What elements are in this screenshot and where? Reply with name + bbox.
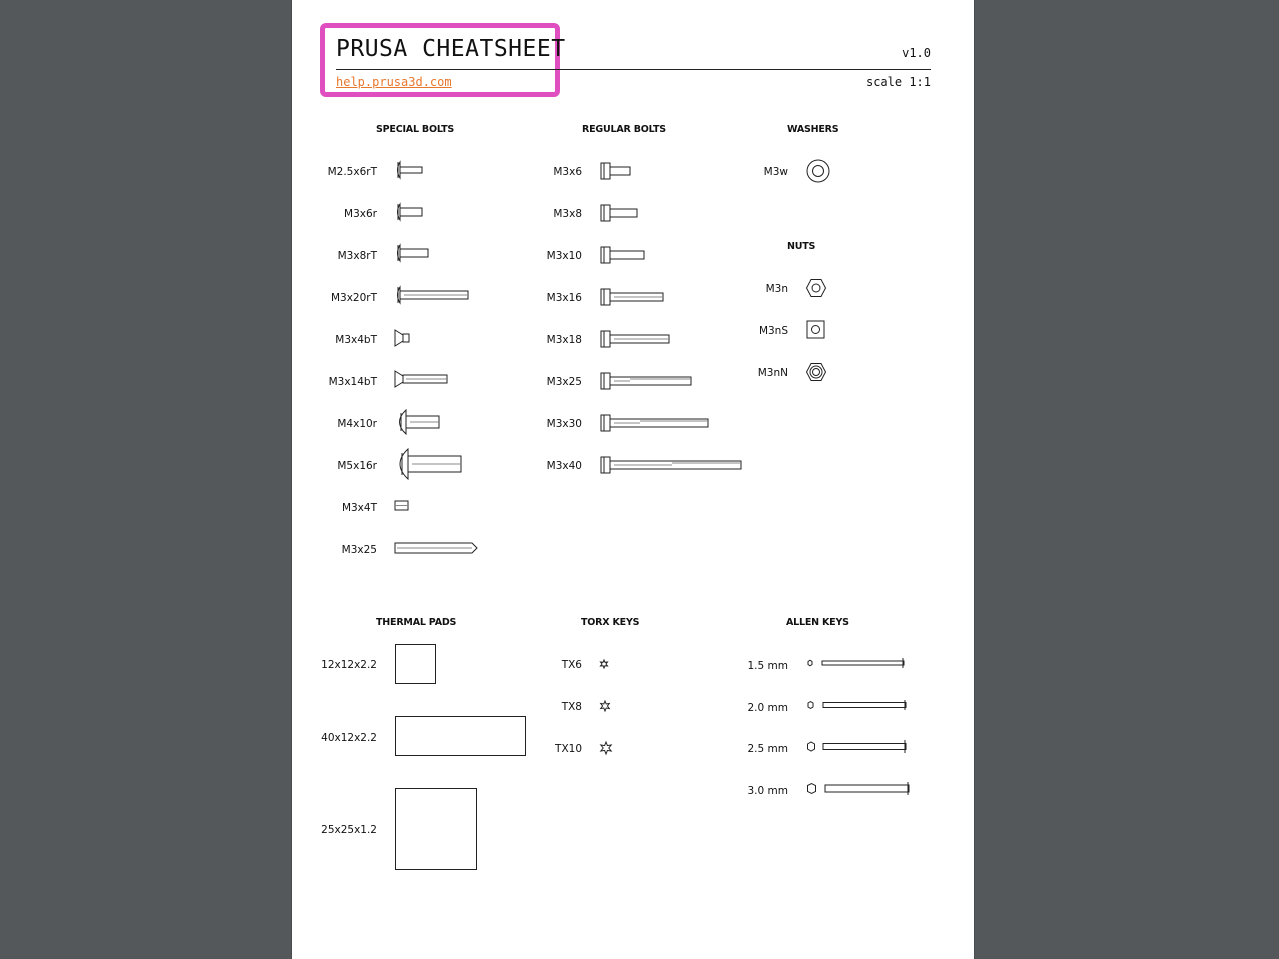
thermal-pad-icon <box>395 788 479 872</box>
socket-head-bolt-icon <box>600 204 640 222</box>
nut-label: M3nS <box>758 325 788 337</box>
socket-head-bolt-icon <box>600 288 666 306</box>
thermal-pad-icon <box>395 716 527 758</box>
button-head-bolt-icon <box>394 244 430 262</box>
button-head-bolt-icon <box>394 203 424 221</box>
thermal-pad-icon <box>395 644 437 686</box>
torx-icon <box>599 741 613 755</box>
countersunk-bolt-icon <box>394 370 450 388</box>
special-bolt-label: M4x10r <box>337 418 377 430</box>
thermal-pad-label: 25x25x1.2 <box>321 824 377 836</box>
special-bolt-label: M3x25 <box>341 544 377 556</box>
nuts-title: NUTS <box>787 241 816 252</box>
washer-icon <box>806 159 830 183</box>
socket-head-bolt-icon <box>600 372 694 390</box>
special-bolt-label: M5x16r <box>337 460 377 472</box>
torx-key-label: TX10 <box>555 743 582 755</box>
torx-key-label: TX8 <box>561 701 582 713</box>
special-bolts-title: SPECIAL BOLTS <box>376 124 455 135</box>
regular-bolt-label: M3x18 <box>546 334 582 346</box>
special-bolt-label: M3x8rT <box>337 250 377 262</box>
washer-label: M3w <box>763 166 788 178</box>
scale-label: scale 1:1 <box>865 75 931 89</box>
button-head-bolt-icon <box>394 286 470 304</box>
regular-bolt-label: M3x8 <box>553 208 582 220</box>
allen-key-label: 1.5 mm <box>747 660 788 672</box>
torx-icon <box>599 659 609 669</box>
regular-bolt-label: M3x6 <box>553 166 582 178</box>
special-bolt-label: M3x4T <box>341 502 377 514</box>
nut-label: M3n <box>765 283 788 295</box>
special-bolt-label: M3x6r <box>344 208 377 220</box>
document-title: PRUSA CHEATSHEET <box>336 36 566 62</box>
socket-head-bolt-icon <box>600 330 672 348</box>
regular-bolt-label: M3x25 <box>546 376 582 388</box>
allen-key-icon <box>806 698 908 714</box>
allen-key-label: 2.0 mm <box>747 702 788 714</box>
special-bolt-label: M2.5x6rT <box>327 166 377 178</box>
socket-head-bolt-icon <box>600 456 744 474</box>
countersunk-bolt-icon <box>394 329 412 347</box>
round-head-bolt-icon <box>394 448 464 480</box>
regular-bolts-title: REGULAR BOLTS <box>582 124 666 135</box>
threaded-rod-icon <box>394 542 480 554</box>
special-bolt-label: M3x14bT <box>328 376 377 388</box>
allen-key-icon <box>806 656 906 672</box>
washers-title: WASHERS <box>787 124 839 135</box>
regular-bolt-label: M3x16 <box>546 292 582 304</box>
header-rule <box>336 69 931 70</box>
torx-key-label: TX6 <box>561 659 582 671</box>
torx-icon <box>599 700 611 712</box>
round-head-bolt-icon <box>394 409 442 435</box>
allen-key-label: 2.5 mm <box>747 743 788 755</box>
nut-label: M3nN <box>757 367 788 379</box>
set-screw-icon <box>394 500 410 512</box>
allen-key-label: 3.0 mm <box>747 785 788 797</box>
socket-head-bolt-icon <box>600 162 634 180</box>
thermal-pad-label: 12x12x2.2 <box>321 659 377 671</box>
nyloc-nut-icon <box>806 362 826 382</box>
allen-key-icon <box>806 781 912 799</box>
help-link[interactable]: help.prusa3d.com <box>336 75 452 89</box>
hex-nut-icon <box>806 278 826 298</box>
button-head-bolt-icon <box>394 161 424 179</box>
square-nut-icon <box>806 320 826 340</box>
special-bolt-label: M3x20rT <box>330 292 377 304</box>
regular-bolt-label: M3x10 <box>546 250 582 262</box>
regular-bolt-label: M3x40 <box>546 460 582 472</box>
thermal-pad-label: 40x12x2.2 <box>321 732 377 744</box>
thermal-pads-title: THERMAL PADS <box>376 617 457 628</box>
regular-bolt-label: M3x30 <box>546 418 582 430</box>
special-bolt-label: M3x4bT <box>335 334 377 346</box>
socket-head-bolt-icon <box>600 414 710 432</box>
socket-head-bolt-icon <box>600 246 646 264</box>
document-page <box>292 0 974 959</box>
version-label: v1.0 <box>902 46 931 60</box>
allen-keys-title: ALLEN KEYS <box>786 617 849 628</box>
torx-keys-title: TORX KEYS <box>581 617 640 628</box>
allen-key-icon <box>806 739 908 757</box>
